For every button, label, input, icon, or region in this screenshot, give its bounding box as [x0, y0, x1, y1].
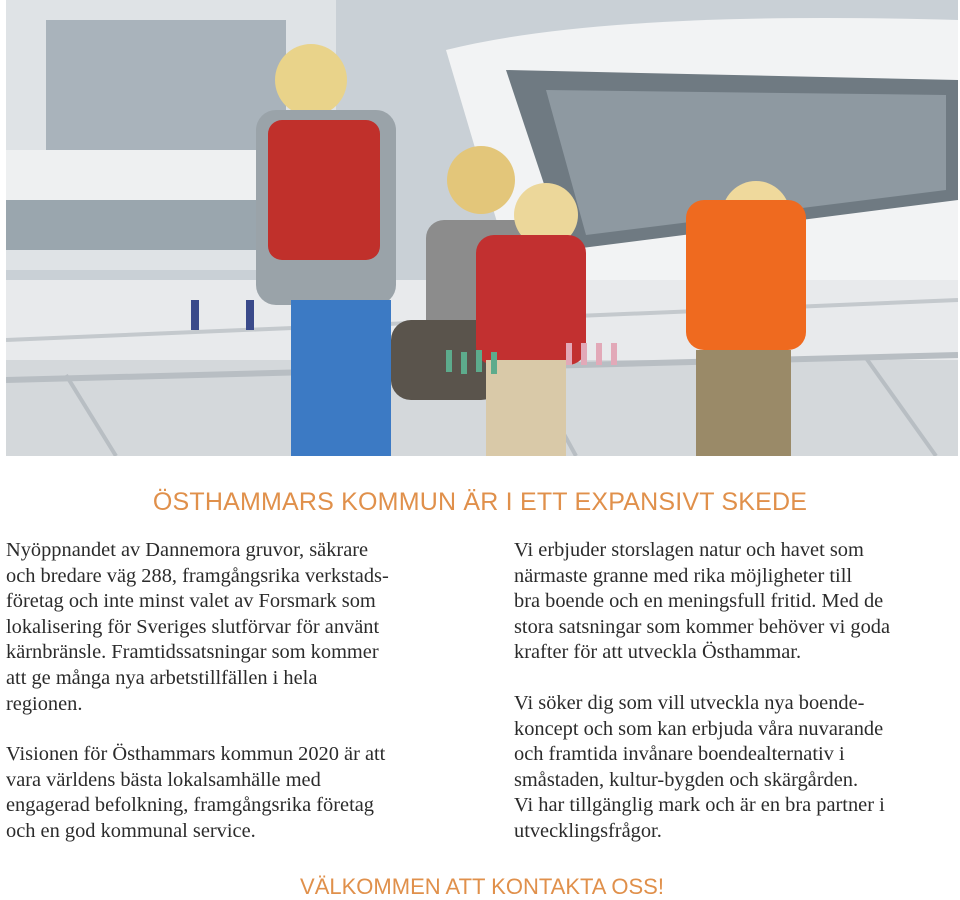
photo-family-on-boat: [6, 0, 958, 456]
left-column: [6, 538, 458, 870]
right-column: [514, 538, 958, 870]
contact-footer: VÄLKOMMEN ATT KONTAKTA OSS!: [300, 874, 664, 899]
hero-photo: [6, 0, 958, 456]
left-paragraph-1: Nyöppnandet av Dannemora gruvor, säkrare och bredare väg 288, framgångsrika verkstads- företag och inte minst valet av Forsmark som lokalisering för Sveriges slutförvar för använt kärnbränsle. Framtidssatsningar som kommer att ge många nya arbetstillfällen i hela regionen.: [6, 539, 389, 715]
left-paragraph-2: Visionen för Östhammars kommun 2020 är att vara världens bästa lokalsamhälle med engagerad befolkning, framgångsrika företag och en god kommunal service.: [6, 743, 386, 842]
right-paragraph-2: Vi söker dig som vill utveckla nya boende- koncept och som kan erbjuda våra nuvarande och framtida invånare boendealternativ i småstaden, kultur-bygden och skärgården. Vi har tillgänglig mark och är en bra partner i utvecklingsfrågor.: [514, 691, 885, 842]
section-heading: ÖSTHAMMARS KOMMUN ÄR I ETT EXPANSIVT SKEDE: [152, 488, 808, 516]
right-paragraph-1: Vi erbjuder storslagen natur och havet som närmaste granne med rika möjligheter till bra boende och en meningsfull fritid. Med de stora satsningar som kommer behöver vi goda krafter för att utveckla Östhammar.: [514, 539, 891, 664]
